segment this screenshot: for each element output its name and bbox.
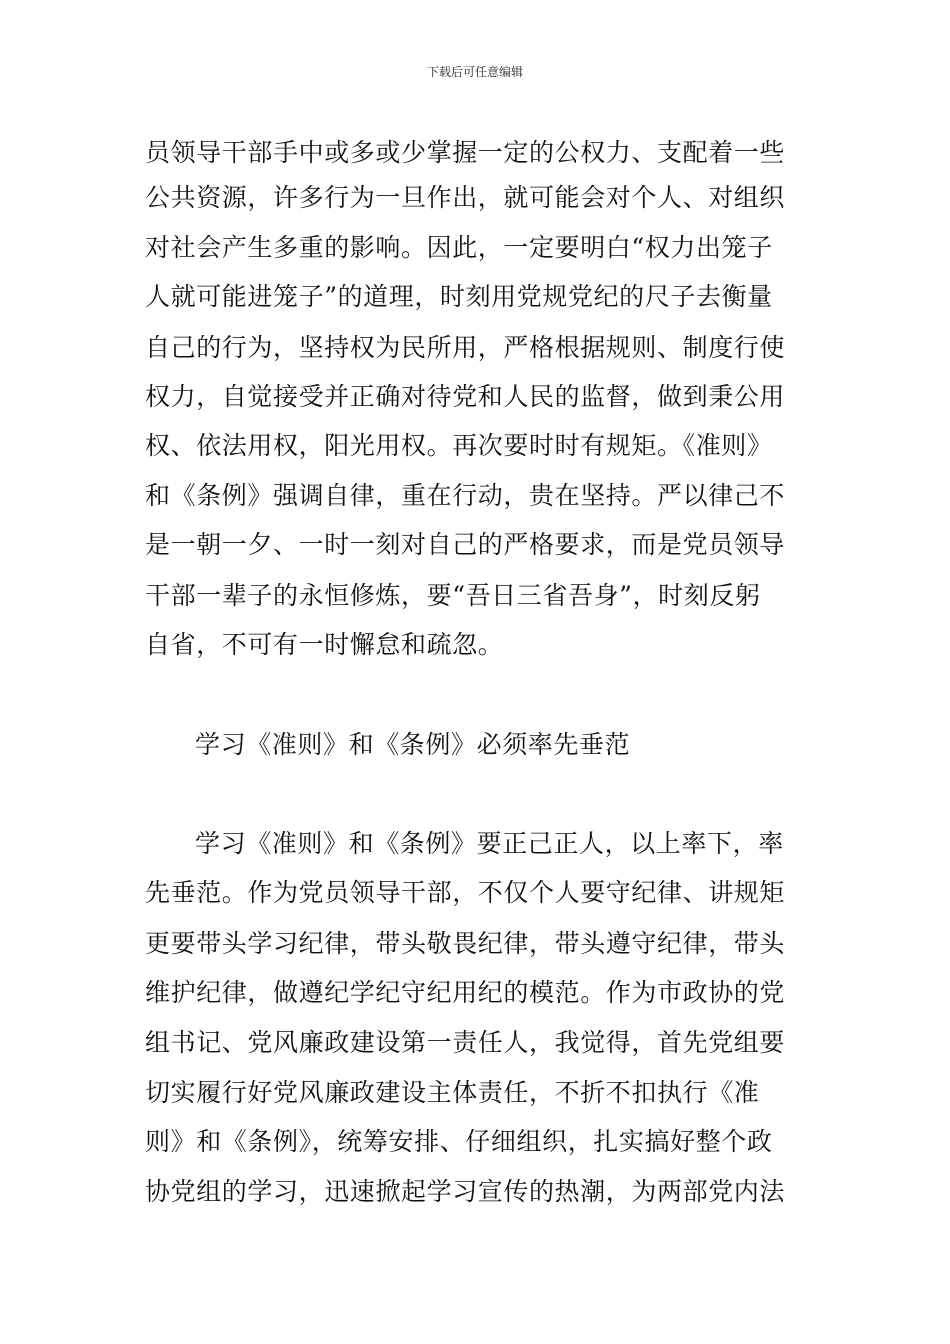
paragraph-2-line: 协党组的学习，迅速掀起学习宣传的热潮，为两部党内法 [145,1177,786,1206]
paragraph-1-line: 和《条例》强调自律，重在行动，贵在坚持。严以律己不 [145,481,786,510]
paragraph-1-line: 干部一辈子的永恒修炼，要“吾日三省吾身”，时刻反躬 [145,581,761,610]
paragraph-1-line: 是一朝一夕、一时一刻对自己的严格要求，而是党员领导 [145,530,786,559]
paragraph-2-line: 先垂范。作为党员领导干部，不仅个人要守纪律、讲规矩 [145,878,786,907]
paragraph-1-line: 对社会产生多重的影响。因此，一定要明白“权力出笼子 [145,233,773,262]
paragraph-2-line: 组书记、党风廉政建设第一责任人，我觉得，首先党组要 [145,1028,786,1057]
section-heading: 学习《准则》和《条例》必须率先垂范 [195,730,631,759]
paragraph-2-line: 维护纪律，做遵纪学纪守纪用纪的模范。作为市政协的党 [145,978,786,1007]
paragraph-1-line: 公共资源，许多行为一旦作出，就可能会对个人、对组织 [145,183,786,212]
paragraph-2-line: 更要带头学习纪律，带头敬畏纪律，带头遵守纪律，带头 [145,929,786,958]
paragraph-1-line: 自省，不可有一时懈怠和疏忽。 [145,630,504,659]
paragraph-1-line: 权、依法用权，阳光用权。再次要时时有规矩。《准则》 [145,431,773,460]
paragraph-2-line: 学习《准则》和《条例》要正己正人，以上率下，率 [195,829,784,858]
paragraph-1-line: 人就可能进笼子”的道理，时刻用党规党纪的尺子去衡量 [145,282,773,311]
paragraph-1-line: 权力，自觉接受并正确对待党和人民的监督，做到秉公用 [145,382,786,411]
paragraph-2-line: 则》和《条例》，统筹安排、仔细组织，扎实搞好整个政 [145,1127,773,1156]
paragraph-1-line: 自己的行为，坚持权为民所用，严格根据规则、制度行使 [145,333,786,362]
page-header: 下载后可任意编辑 [426,65,523,79]
paragraph-1-line: 员领导干部手中或多或少掌握一定的公权力、支配着一些 [145,138,786,167]
paragraph-2-line: 切实履行好党风廉政建设主体责任，不折不扣执行《准 [145,1078,760,1107]
